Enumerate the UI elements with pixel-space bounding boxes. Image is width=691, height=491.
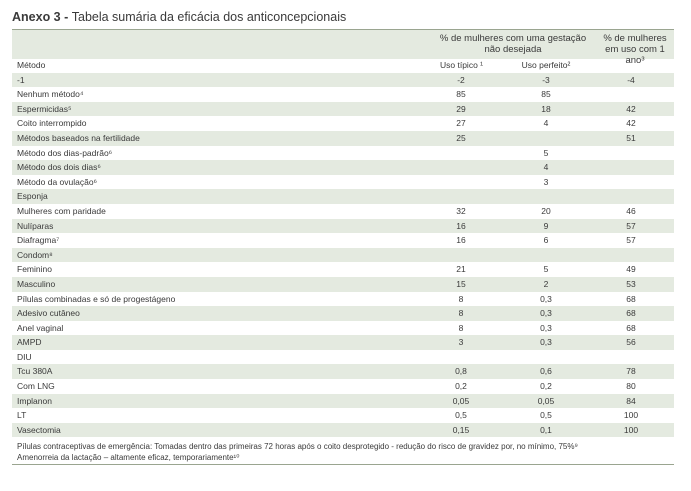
table-row [12,131,674,146]
continuation-cell: 49 [626,264,636,275]
table-body [12,58,674,437]
table-row [12,116,674,131]
table-row [12,248,674,263]
method-cell: Com LNG [17,381,55,392]
perfect-use-cell: 4 [543,118,549,129]
perfect-use-cell: Uso perfeito² [521,60,571,70]
perfect-use-cell: 0,05 [537,395,555,406]
table-row [12,233,674,248]
method-cell: Método dos dias-padrão⁶ [17,147,113,158]
typical-use-cell: 16 [456,220,466,231]
typical-use-cell: 8 [458,322,464,333]
typical-use-cell: 8 [458,308,464,319]
method-cell: LT [17,410,27,421]
method-cell: Masculino [17,278,56,289]
method-cell: Implanon [17,395,52,406]
table-row [12,189,674,204]
continuation-cell: 80 [626,381,636,392]
typical-use-cell: 0,2 [455,381,467,392]
table-notes [12,441,674,465]
table-row [12,160,674,175]
method-cell: Método dos dois dias⁶ [17,162,101,173]
title-text: Tabela sumária da eficácia dos anticoncepcionais [71,10,347,24]
table-row [12,408,674,423]
method-cell: Vasectomia [17,424,61,435]
method-cell: Tcu 380A [17,366,53,377]
table-row [12,364,674,379]
table-row [12,277,674,292]
method-cell: Adesivo cutâneo [17,308,80,319]
perfect-use-cell: -3 [542,74,550,85]
continuation-cell: 53 [626,278,636,289]
method-cell: Mulheres com paridade [17,205,106,216]
table-row [12,335,674,350]
perfect-use-cell: 2 [543,278,549,289]
header-unintended-pregnancy: % de mulheres com uma gestação não desejada [439,33,587,55]
typical-use-cell: 15 [456,278,466,289]
typical-use-cell: 0,05 [452,395,470,406]
typical-use-cell: 21 [456,264,466,275]
table-row [12,262,674,277]
method-cell: Nenhum método⁴ [17,89,84,100]
continuation-cell: 42 [626,103,636,114]
table-row [12,379,674,394]
perfect-use-cell: 20 [541,205,551,216]
table-row [12,394,674,409]
typical-use-cell: 85 [456,89,466,100]
table-row [12,306,674,321]
typical-use-cell: 27 [456,118,466,129]
continuation-cell: -4 [627,74,635,85]
continuation-cell: 57 [626,220,636,231]
method-cell: Esponja [17,191,48,202]
perfect-use-cell: 9 [543,220,549,231]
perfect-use-cell: 0,3 [540,337,552,348]
method-cell: AMPD [17,337,42,348]
typical-use-cell: 25 [456,132,466,143]
continuation-cell: 100 [623,424,639,435]
continuation-cell: 100 [623,410,639,421]
table-row [12,423,674,438]
typical-use-cell: -2 [457,74,465,85]
table-row [12,204,674,219]
perfect-use-cell: 0,1 [540,424,552,435]
table-row [12,102,674,117]
table-row [12,350,674,365]
table-row [12,146,674,161]
method-cell: -1 [17,74,25,85]
method-cell: Métodos baseados na fertilidade [17,132,140,143]
continuation-cell: 78 [626,366,636,377]
perfect-use-cell: 4 [543,162,549,173]
annex-label: Anexo 3 - [12,10,72,24]
method-cell: Espermicidas⁵ [17,103,72,114]
typical-use-cell: 32 [456,205,466,216]
continuation-cell: 68 [626,322,636,333]
continuation-cell: 46 [626,205,636,216]
method-cell: DIU [17,351,32,362]
perfect-use-cell: 85 [541,89,551,100]
continuation-cell: 56 [626,337,636,348]
typical-use-cell: 0,8 [455,366,467,377]
method-cell: Anel vaginal [17,322,64,333]
method-cell: Coito interrompido [17,118,87,129]
note-lactation: Amenorreia da lactação – altamente eficaz, temporariamente¹⁰ [17,453,240,462]
table-row [12,175,674,190]
table-row [12,73,674,88]
method-cell: Método da ovulação⁶ [17,176,98,187]
typical-use-cell: 0,15 [452,424,470,435]
table-row [12,219,674,234]
perfect-use-cell: 18 [541,103,551,114]
table-row [12,321,674,336]
table-row [12,58,674,73]
table-row [12,87,674,102]
typical-use-cell: 3 [458,337,464,348]
perfect-use-cell: 0,3 [540,293,552,304]
continuation-cell: 68 [626,308,636,319]
method-cell: Feminino [17,264,52,275]
note-emergency: Pílulas contraceptivas de emergência: Tomadas dentro das primeiras 72 horas após o coito desprotegido - redução do risco de gravidez por, no mínimo, 75%⁹ [17,442,578,451]
perfect-use-cell: 5 [543,264,549,275]
header-continuation: % de mulheres em uso com 1 ano³ [603,33,667,66]
perfect-use-cell: 0,6 [540,366,552,377]
typical-use-cell: Uso típico ¹ [440,60,483,70]
perfect-use-cell: 0,3 [540,308,552,319]
continuation-cell: 84 [626,395,636,406]
perfect-use-cell: 5 [543,147,549,158]
typical-use-cell: 29 [456,103,466,114]
typical-use-cell: 0,5 [455,410,467,421]
typical-use-cell: 16 [456,235,466,246]
continuation-cell: 42 [626,118,636,129]
continuation-cell: 68 [626,293,636,304]
table-row [12,292,674,307]
perfect-use-cell: 6 [543,235,549,246]
perfect-use-cell: 3 [543,176,549,187]
method-cell: Método [17,60,46,70]
perfect-use-cell: 0,2 [540,381,552,392]
perfect-use-cell: 0,3 [540,322,552,333]
method-cell: Pílulas combinadas e só de progestágeno [17,293,176,304]
continuation-cell: 51 [626,132,636,143]
perfect-use-cell: 0,5 [540,410,552,421]
method-cell: Nulíparas [17,220,54,231]
typical-use-cell: 8 [458,293,464,304]
method-cell: Condom⁸ [17,249,53,260]
table-title [12,10,346,24]
method-cell: Diafragma⁷ [17,235,60,246]
continuation-cell: 57 [626,235,636,246]
